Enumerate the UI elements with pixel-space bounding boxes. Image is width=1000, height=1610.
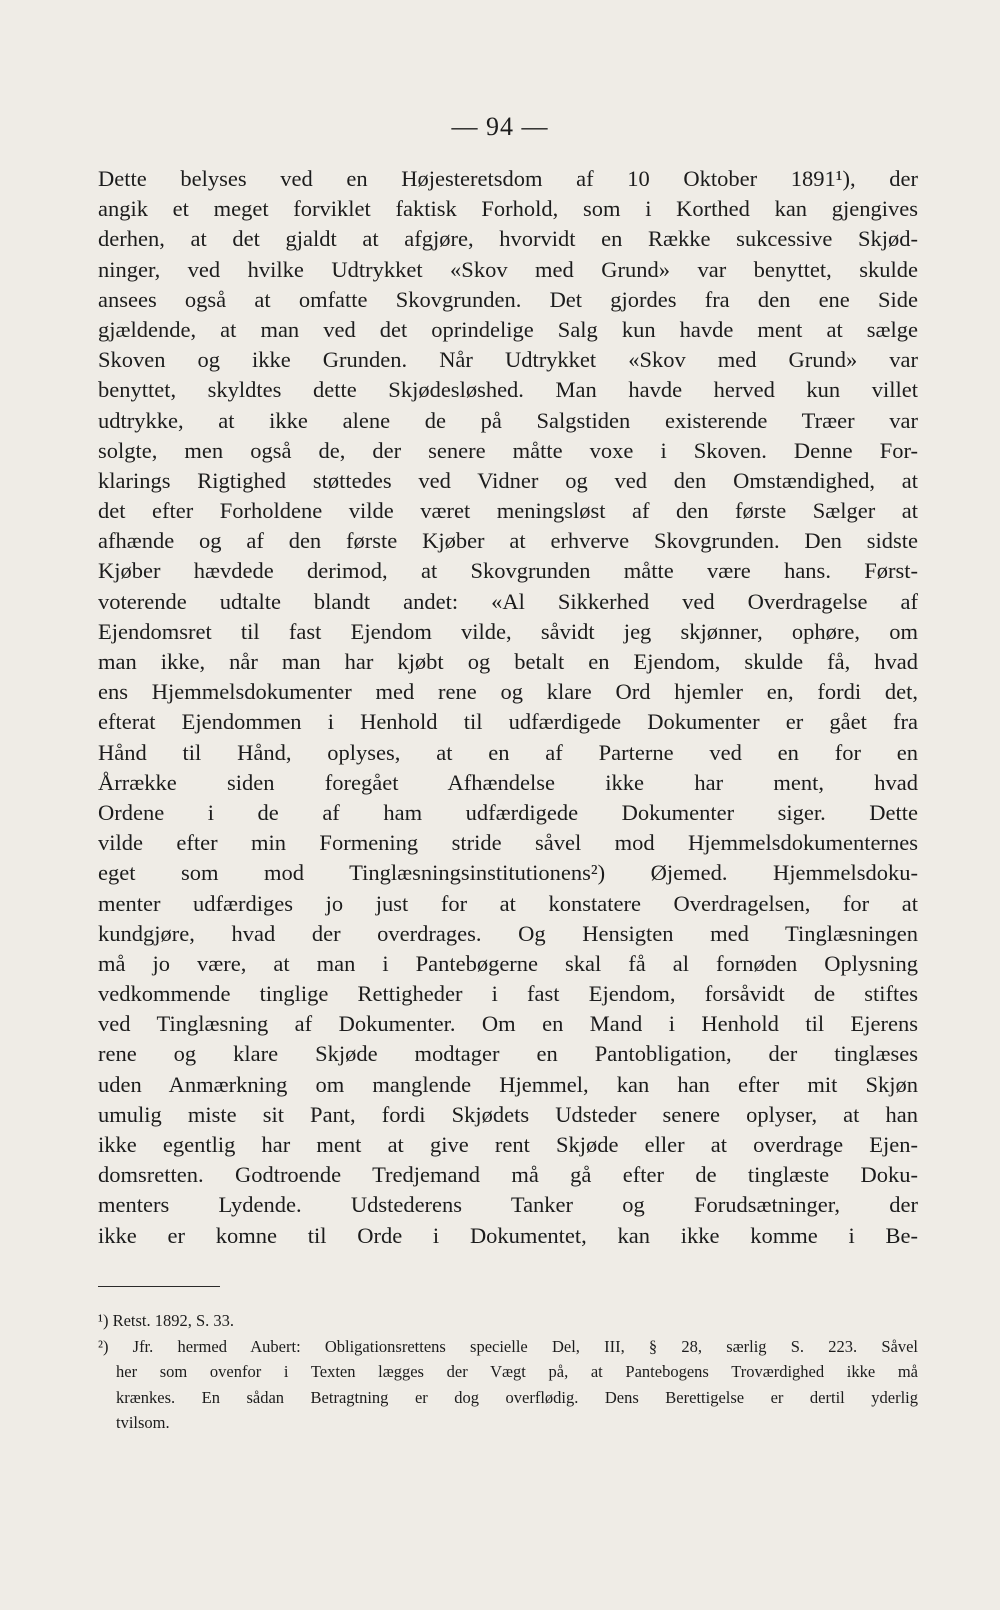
text-line: klarings Rigtighed støttedes ved Vidner og ved den Omstændighed, at — [98, 467, 918, 493]
text-line: kundgjøre, hvad der overdrages. Og Hensigten med Tinglæsningen — [98, 920, 918, 946]
text-line: solgte, men også de, der senere måtte voxe i Skoven. Denne For- — [98, 437, 918, 463]
text-line: Dette belyses ved en Højesteretsdom af 10 Oktober 1891¹), der — [98, 166, 918, 191]
text-line: domsretten. Godtroende Tredjemand må gå efter de tinglæste Doku- — [98, 1162, 918, 1188]
page-number: — 94 — — [451, 112, 549, 141]
footnote-divider — [98, 1286, 220, 1287]
footnote-2-continued: krænkes. En sådan Betragtning er dog overflødig. Dens Berettigelse er dertil yderlig — [116, 1387, 918, 1407]
text-line: Ejendomsret til fast Ejendom vilde, såvidt jeg skjønner, ophøre, om — [98, 618, 918, 644]
text-line: Skoven og ikke Grunden. Når Udtrykket «Skov med Grund» var — [98, 347, 918, 373]
text-line: efterat Ejendommen i Henhold til udfærdigede Dokumenter er gået fra — [98, 709, 918, 735]
text-line: ved Tinglæsning af Dokumenter. Om en Mand i Henhold til Ejerens — [98, 1011, 918, 1037]
text-line: umulig miste sit Pant, fordi Skjødets Udsteder senere oplyser, at han — [98, 1101, 918, 1127]
text-line: Kjøber hævdede derimod, at Skovgrunden måtte være hans. Først- — [98, 558, 918, 584]
text-line: Årrække siden foregået Afhændelse ikke har ment, hvad — [98, 769, 918, 795]
text-line: vilde efter min Formening stride såvel mod Hjemmelsdokumenternes — [98, 830, 918, 856]
text-line: ansees også at omfatte Skovgrunden. Det gjordes fra den ene Side — [98, 286, 918, 312]
footnote-2: ²) Jfr. hermed Aubert: Obligationsrettens specielle Del, III, § 28, særlig S. 223. Såvel — [98, 1336, 918, 1356]
text-line: Ordene i de af ham udfærdigede Dokumenter siger. Dette — [98, 799, 918, 825]
text-line: uden Anmærkning om manglende Hjemmel, kan han efter mit Skjøn — [98, 1071, 918, 1097]
text-line: vedkommende tinglige Rettigheder i fast Ejendom, forsåvidt de stiftes — [98, 981, 918, 1007]
text-line: voterende udtalte blandt andet: «Al Sikkerhed ved Overdragelse af — [98, 588, 918, 614]
text-line: udtrykke, at ikke alene de på Salgstiden existerende Træer var — [98, 407, 918, 433]
text-line: ens Hjemmelsdokumenter med rene og klare Ord hjemler en, fordi det, — [98, 679, 918, 705]
footnote-2-continued: her som ovenfor i Texten lægges der Vægt på, at Pantebogens Troværdighed ikke må — [116, 1362, 918, 1381]
text-line: det efter Forholdene vilde været meningsløst af den første Sælger at — [98, 498, 918, 524]
text-line: man ikke, når man har kjøbt og betalt en Ejendom, skulde få, hvad — [98, 649, 918, 674]
text-line: menter udfærdiges jo just for at konstatere Overdragelsen, for at — [98, 890, 918, 916]
text-line: benyttet, skyldtes dette Skjødesløshed. Man havde herved kun villet — [98, 377, 918, 403]
text-line: ninger, ved hvilke Udtrykket «Skov med Grund» var benyttet, skulde — [98, 256, 918, 282]
text-line: eget som mod Tinglæsningsinstitutionens²) Øjemed. Hjemmelsdoku- — [98, 860, 918, 886]
text-line: rene og klare Skjøde modtager en Pantobligation, der tinglæses — [98, 1041, 918, 1067]
text-line: derhen, at det gjaldt at afgjøre, hvorvidt en Række sukcessive Skjød- — [98, 226, 918, 252]
text-line: menters Lydende. Udstederens Tanker og Forudsætninger, der — [98, 1192, 918, 1218]
text-line: ikke egentlig har ment at give rent Skjøde eller at overdrage Ejen- — [98, 1132, 918, 1157]
body-text — [98, 164, 918, 1251]
footnotes — [98, 1308, 918, 1436]
text-line: Hånd til Hånd, oplyses, at en af Parterne ved en for en — [98, 739, 918, 765]
text-line: ikke er komne til Orde i Dokumentet, kan ikke komme i Be- — [98, 1222, 918, 1248]
text-line: afhænde og af den første Kjøber at erhverve Skovgrunden. Den sidste — [98, 528, 918, 554]
text-line: må jo være, at man i Pantebøgerne skal få al fornøden Oplysning — [98, 950, 918, 976]
footnote-1: ¹) Retst. 1892, S. 33. — [98, 1311, 235, 1330]
footnote-2-continued: tvilsom. — [116, 1413, 170, 1432]
text-line: angik et meget forviklet faktisk Forhold, som i Korthed kan gjengives — [98, 196, 918, 222]
text-line: gjældende, at man ved det oprindelige Salg kun havde ment at sælge — [98, 316, 918, 342]
